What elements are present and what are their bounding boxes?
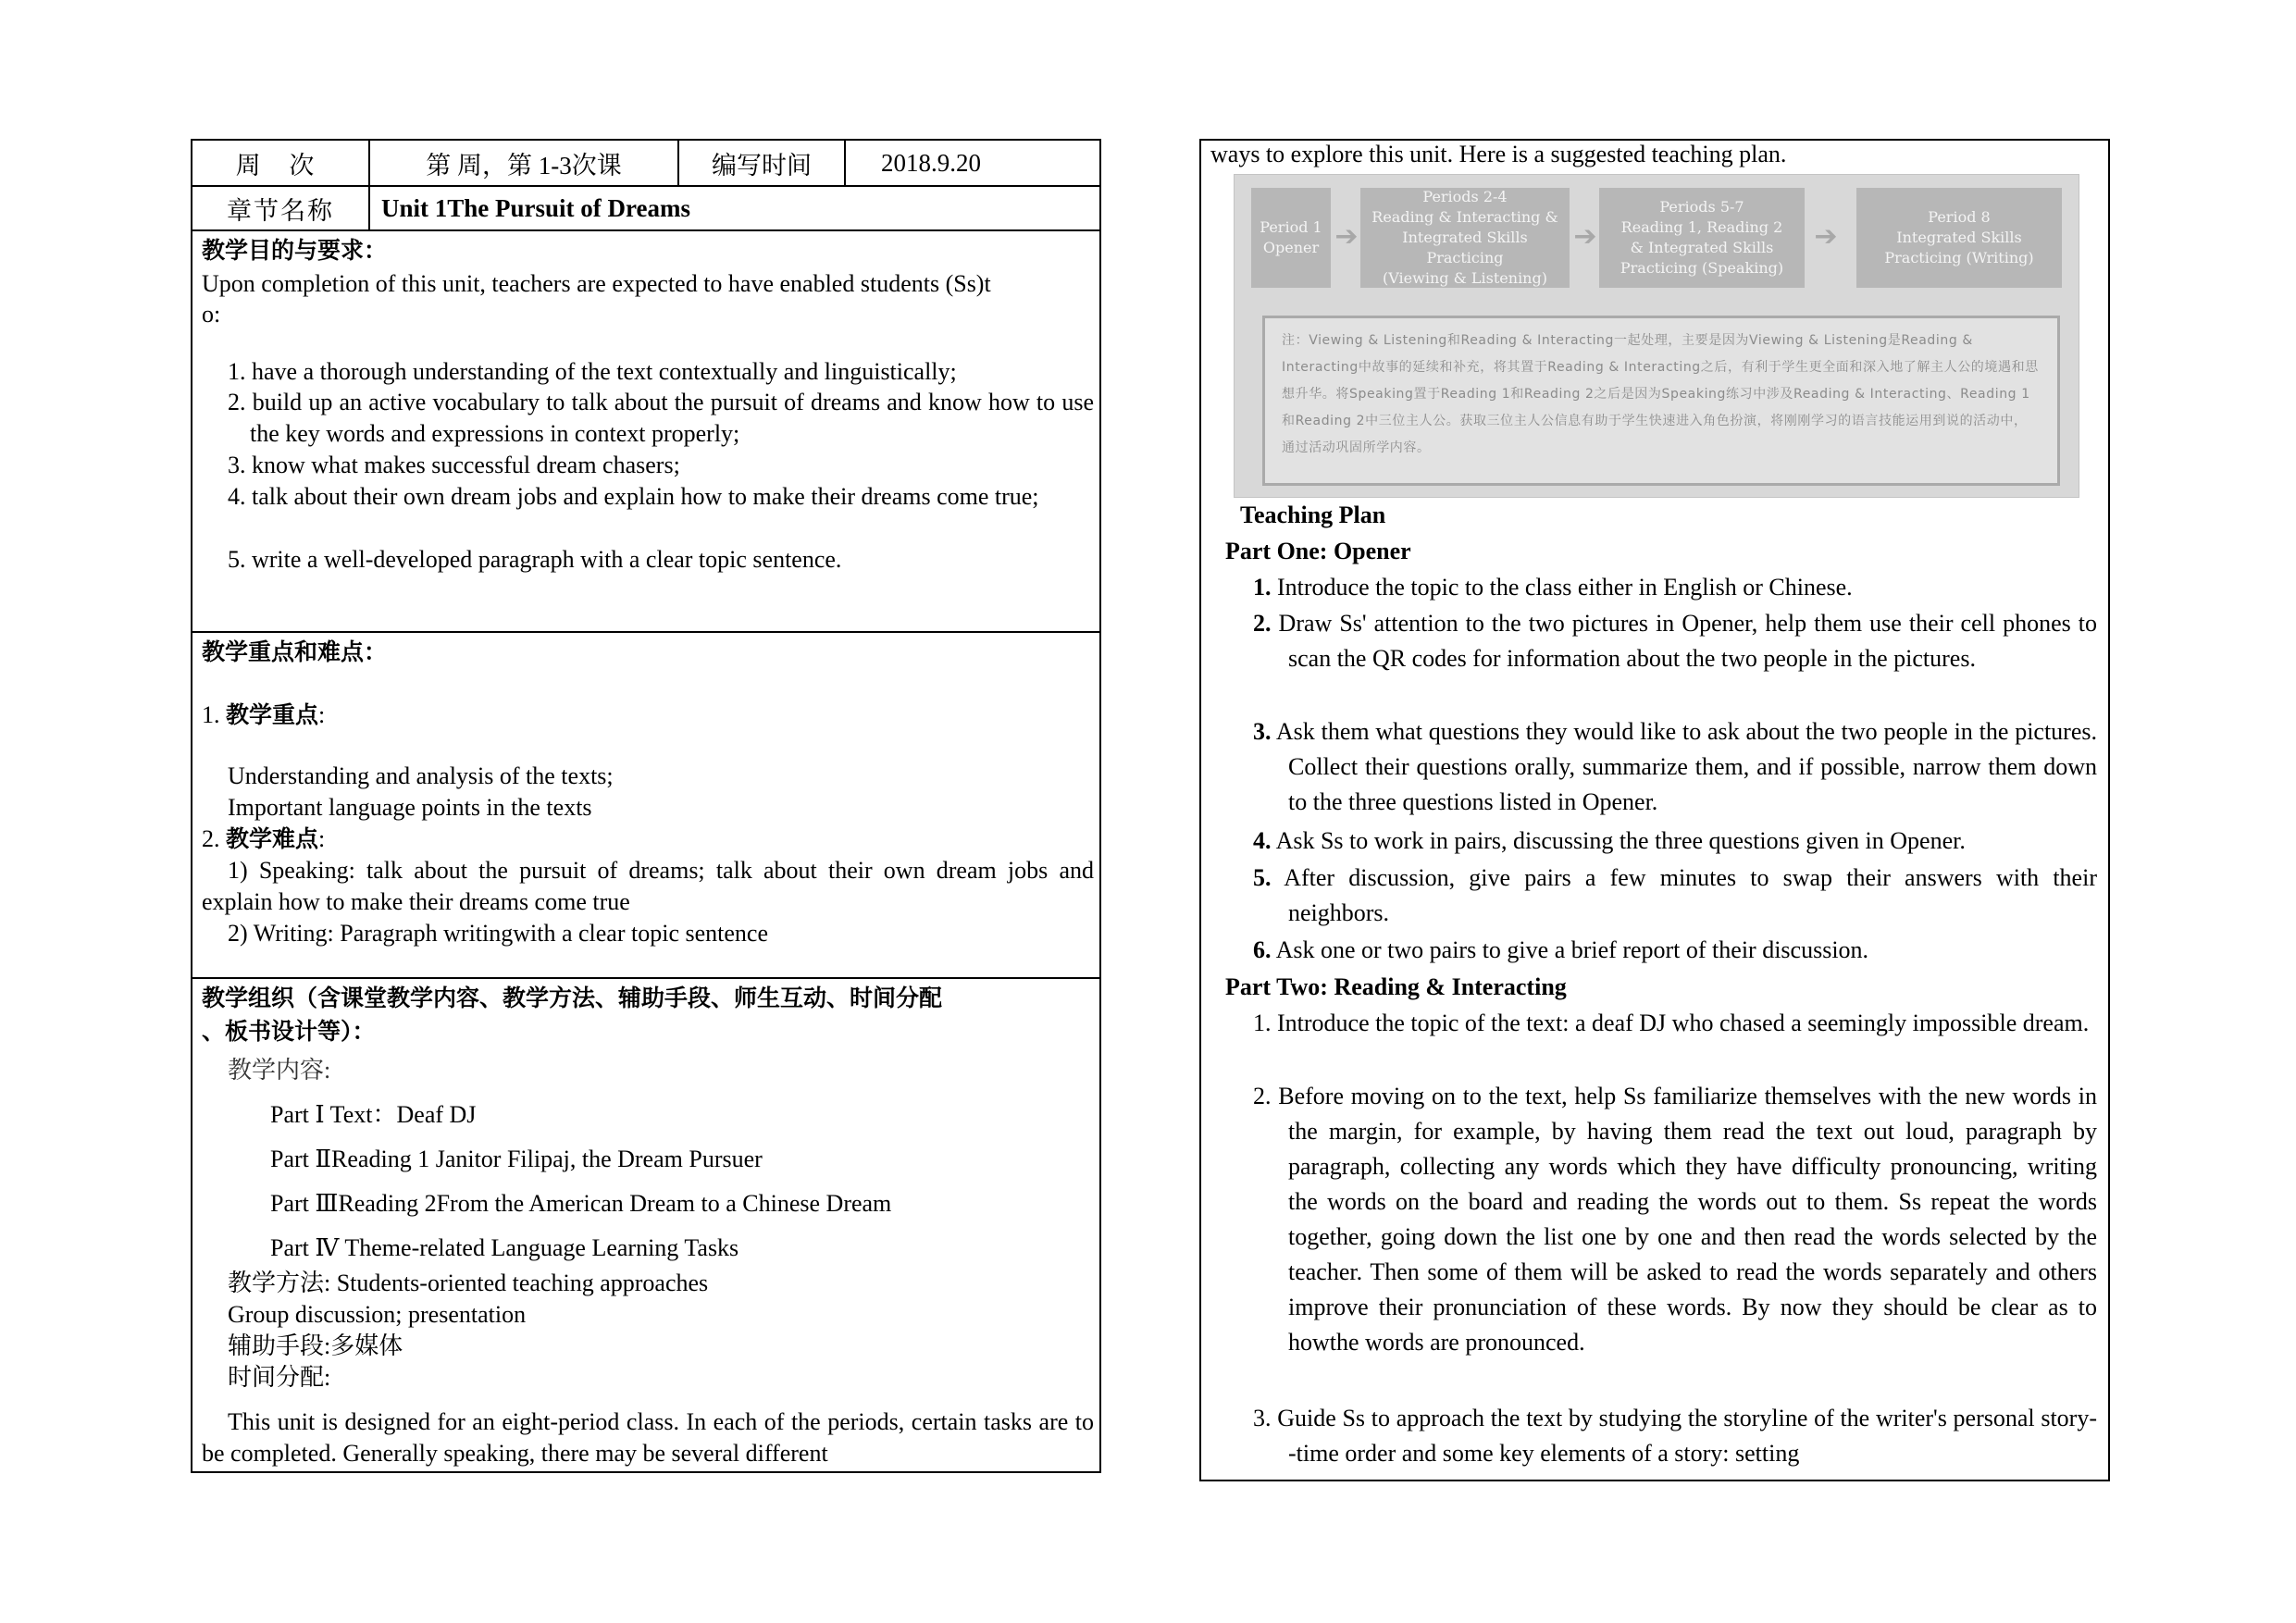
flow-arrow-icon: ➔: [1573, 220, 1597, 253]
objective-item-5: 5. write a well-developed paragraph with a clear topic sentence.: [228, 546, 842, 573]
part-two-heading: Part Two: Reading & Interacting: [1225, 973, 1567, 1000]
part-two-step-2: 2. Before moving on to the text, help Ss familiarize themselves with the new words in the margin, for example, by having them read the text out loud, paragraph by paragraph, collecting any words which they have difficulty pronouncing, writing the words on the board and reading the words out to them. Ss repeat the words together, going down the list one by one and then read the words selected by the teacher. Then some of them will be asked to read the words separately and others improve their pronunciation of these words. By now they should be clear as to howthe words are pronounced.: [1253, 1083, 2097, 1356]
step-text: Ask one or two pairs to give a brief report of their discussion.: [1275, 936, 1869, 963]
difficulty-item-1: 1) Speaking: talk about the pursuit of dreams; talk about their own dream jobs and explain how to make their dreams come true: [202, 857, 1094, 915]
objectives-intro-line1: Upon completion of this unit, teachers are expected to have enabled students (Ss)t: [202, 270, 991, 297]
objective-item-2: [228, 387, 1094, 450]
focus-item-2: Important language points in the texts: [228, 794, 592, 821]
part-one-step-6: [1253, 933, 2097, 968]
difficulty-item-2: 2) Writing: Paragraph writingwith a clear topic sentence: [228, 920, 768, 947]
focus-item-1: Understanding and analysis of the texts;: [228, 762, 614, 789]
flow-period-8-text: Period 8 Integrated Skills Practicing (Writing): [1884, 208, 2034, 266]
part-one-step-2: [1253, 606, 2097, 676]
chapter-title: Unit 1The Pursuit of Dreams: [368, 187, 1101, 229]
teaching-aids: 辅助手段:多媒体: [228, 1332, 403, 1359]
part-one-step-1: [1253, 570, 2097, 605]
objectives-heading: 教学目的与要求：: [202, 237, 388, 264]
difficulty-label: 教学难点: [226, 825, 319, 852]
step-text: After discussion, give pairs a few minutes to swap their answers with their neighbors.: [1284, 864, 2097, 926]
week-label: 周 次: [235, 151, 326, 180]
focus-label: 教学重点: [226, 701, 319, 728]
header-row-chapter: [192, 187, 1099, 231]
flow-period-1-text: Period 1 Opener: [1260, 218, 1322, 256]
teaching-content-label: 教学内容:: [228, 1057, 331, 1084]
teaching-method: 教学方法: Students-oriented teaching approaches: [228, 1270, 709, 1296]
step-text: Introduce the topic to the class either in English or Chinese.: [1277, 574, 1853, 601]
difficulty-number: 2.: [202, 825, 220, 852]
step-text: Ask them what questions they would like to ask about the two people in the pictures. Collect their questions orally, summarize them, and if possible, narrow them down to the three questions listed in Opener.: [1275, 718, 2097, 815]
flow-periods-2-4-text: Periods 2-4 Reading & Interacting & Integrated Skills Practicing (Viewing & Listening): [1371, 188, 1558, 287]
objectives-intro-line2: o:: [202, 301, 221, 328]
flow-periods-2-4: [1360, 188, 1570, 288]
organization-heading-line1: 教学组织（含课堂教学内容、教学方法、辅助手段、师生互动、时间分配: [202, 985, 943, 1011]
teaching-plan-page: [1199, 139, 2110, 1481]
compile-time-value: 2018.9.20: [844, 141, 1101, 185]
part-one-step-5: [1253, 861, 2097, 931]
objective-item-4: [228, 481, 1094, 513]
difficulty-colon: :: [318, 825, 326, 852]
flow-periods-5-7-text: Periods 5-7 Reading 1, Reading 2 & Integrated Skills Practicing (Speaking): [1620, 198, 1784, 277]
keypoints-section: [192, 633, 1099, 979]
step-text: Ask Ss to work in pairs, discussing the three questions given in Opener.: [1275, 827, 1966, 854]
lesson-plan-table: [191, 139, 1101, 1473]
objectives-section: [192, 231, 1099, 633]
difficulty-heading: [202, 824, 325, 855]
objective-item-4-text: 4. talk about their own dream jobs and explain how to make their dreams come true;: [228, 483, 1039, 510]
week-value: 第 周，第 1-3次课: [368, 141, 677, 185]
header-row-week: [192, 141, 1099, 187]
flow-note: 注：Viewing & Listening和Reading & Interacting一起处理，主要是因为Viewing & Listening是Reading & Interacting中故事的延续和补充，将其置于Reading & Interacting之后，有利于学生更全面和深入地了解主人公的境遇和思想升华。将Speaking置于Reading 1和Reading 2之后是因为Speaking练习中涉及Reading & Interacting、Reading 1和Reading 2中三位主人公。获取三位主人公信息有助于学生快速进入角色扮演，将刚刚学习的语言技能运用到说的活动中，通过活动巩固所学内容。: [1262, 316, 2060, 486]
time-allocation-text: This unit is designed for an eight-period class. In each of the periods, certain tasks are to be completed. Generally speaking, there may be several different: [202, 1408, 1094, 1467]
period-flow-figure: [1234, 174, 2079, 498]
keypoints-heading: 教学重点和难点：: [202, 638, 388, 665]
part-two-step-3: 3. Guide Ss to approach the text by studying the storyline of the writer's personal story--time order and some key elements of a story: setting: [1253, 1405, 2097, 1467]
flow-arrow-icon: ➔: [1334, 220, 1359, 253]
objective-item-1: 1. have a thorough understanding of the text contextually and linguistically;: [228, 358, 957, 385]
organization-heading-line2: 、板书设计等）：: [202, 1018, 376, 1045]
step-number: 4.: [1253, 827, 1272, 854]
time-allocation-label: 时间分配:: [228, 1364, 331, 1391]
content-part-4: Part Ⅳ Theme-related Language Learning Tasks: [270, 1234, 739, 1261]
content-part-2: Part ⅡReading 1 Janitor Filipaj, the Dream Pursuer: [270, 1146, 763, 1172]
step-number: 5.: [1253, 864, 1272, 891]
content-part-1: Part Ⅰ Text：Deaf DJ: [270, 1101, 477, 1128]
part-one-step-4: [1253, 824, 2097, 859]
focus-heading: [202, 700, 325, 731]
focus-number: 1.: [202, 701, 220, 728]
flow-period-1: [1251, 188, 1331, 288]
flow-arrow-icon: ➔: [1814, 220, 1838, 253]
teaching-method-extra: Group discussion; presentation: [228, 1301, 527, 1328]
part-two-step-1: 1. Introduce the topic of the text: a deaf DJ who chased a seemingly impossible dream.: [1253, 1010, 2090, 1036]
objective-item-2-text: 2. build up an active vocabulary to talk about the pursuit of dreams and know how to use the key words and expressions in context properly;: [228, 389, 1094, 447]
focus-colon: :: [318, 701, 326, 728]
step-text: Draw Ss' attention to the two pictures in Opener, help them use their cell phones to scan the QR codes for information about the two people in the pictures.: [1278, 610, 2097, 672]
step-number: 3.: [1253, 718, 1272, 745]
part-one-heading: Part One: Opener: [1225, 538, 1411, 564]
teaching-plan-title: Teaching Plan: [1240, 502, 1386, 528]
step-number: 2.: [1253, 610, 1272, 637]
content-part-3: Part ⅢReading 2From the American Dream to a Chinese Dream: [270, 1190, 892, 1217]
compile-time-label: 编写时间: [677, 141, 844, 185]
flow-periods-5-7: [1599, 188, 1805, 288]
intro-line: ways to explore this unit. Here is a suggested teaching plan.: [1210, 141, 1787, 167]
objective-item-3: 3. know what makes successful dream chasers;: [228, 452, 680, 478]
chapter-label: 章节名称: [227, 196, 334, 225]
step-number: 6.: [1253, 936, 1272, 963]
organization-section: [192, 979, 1099, 1473]
flow-period-8: [1856, 188, 2062, 288]
part-one-step-3: [1253, 714, 2097, 820]
step-number: 1.: [1253, 574, 1272, 601]
